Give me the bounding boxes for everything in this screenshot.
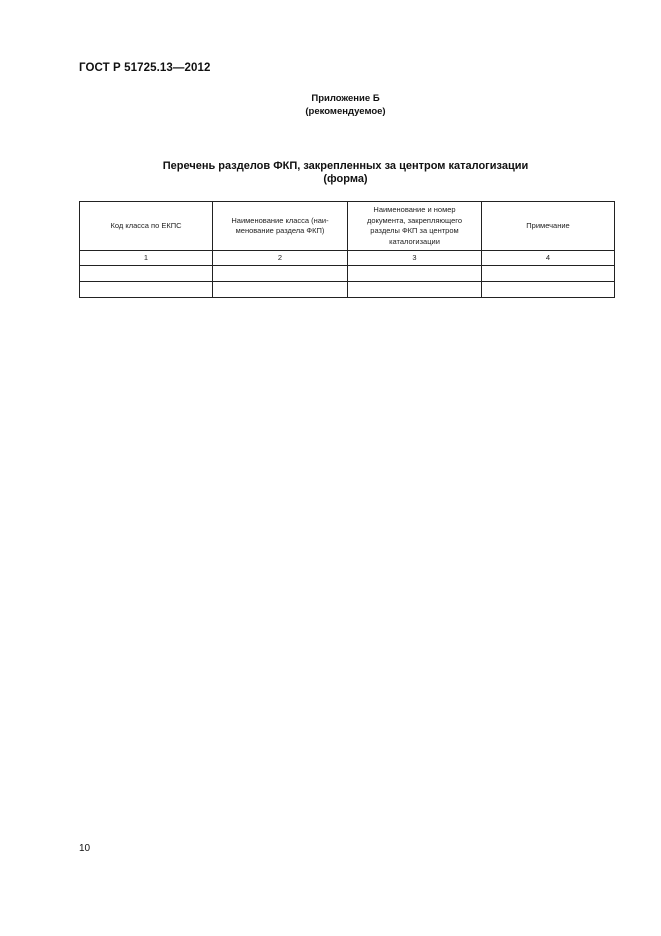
page-number: 10 [79,843,91,854]
header-cell-class-name: Наименование класса (наи- менование раздела ФКП) [213,202,348,251]
table-cell [213,266,348,282]
table-cell [80,266,213,282]
column-number: 3 [348,251,482,266]
form-title-note: (форма) [323,173,368,185]
table-cell [348,266,482,282]
column-number-row [80,251,615,266]
appendix-subtitle: (рекомендуемое) [305,106,386,117]
form-title: Перечень разделов ФКП, закрепленных за центром каталогизации [162,160,529,172]
table-cell [482,282,615,298]
table-row [80,282,615,298]
table-row [80,266,615,282]
column-number: 1 [80,251,213,266]
table-cell [213,282,348,298]
appendix-title: Приложение Б [311,93,380,104]
header-cell-class-code: Код класса по ЕКПС [80,202,213,251]
table-header-row [80,202,615,251]
table-cell [80,282,213,298]
table-cell [348,282,482,298]
form-table [79,201,615,298]
table-cell [482,266,615,282]
document-code: ГОСТ Р 51725.13—2012 [79,62,211,74]
column-number: 2 [213,251,348,266]
column-number: 4 [482,251,615,266]
header-cell-document: Наименование и номер документа, закрепляющего разделы ФКП за центром каталогизации [348,202,482,251]
header-cell-note: Примечание [482,202,615,251]
